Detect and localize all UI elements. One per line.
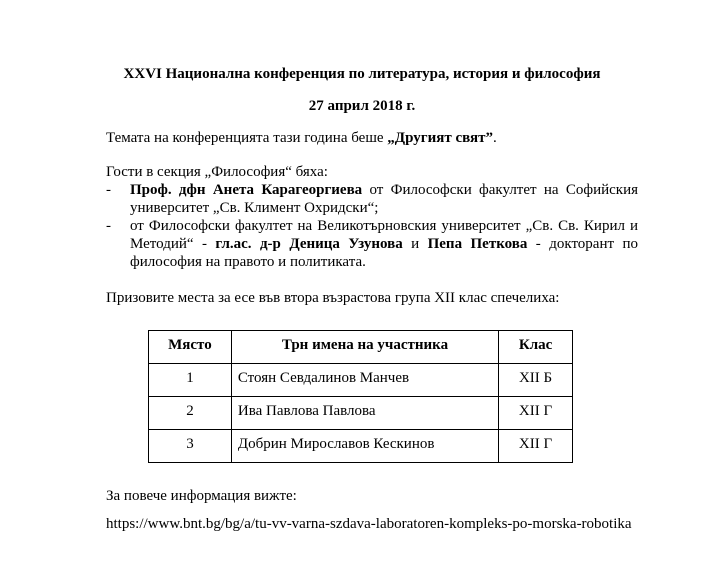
source-link[interactable]: https://www.bnt.bg/bg/a/tu-vv-varna-szdava-laboratoren-kompleks-po-morska-robotika [106,516,632,532]
prizes-intro: Призовите места за есе във втора възрастова група XII клас спечелиха: [106,290,560,306]
cell-place: 3 [149,430,232,463]
theme-name: „Другият свят” [387,130,493,146]
cell-name: Ива Павлова Павлова [231,397,498,430]
guest-affiliation: от Философски факултет на Великотърновския университет „Св. Св. Кирил и Методий“ - [130,218,638,252]
list-dash: - [106,218,111,234]
list-item [106,181,638,217]
cell-name: Стоян Севдалинов Манчев [231,364,498,397]
list-dash: - [106,182,111,198]
guest-role: - докторант по философия на правото и политиката. [130,236,639,270]
guest-list [106,181,638,271]
cell-name: Добрин Мирославов Кескинов [231,430,498,463]
results-table [148,330,573,463]
table-row [149,364,573,397]
table-header-row [149,331,573,364]
guest-name: гл.ас. д-р Деница Узунова [215,236,403,252]
guest-name: Пепа Петкова [427,236,528,252]
list-item [106,217,638,271]
header-place: Място [149,331,232,364]
theme-suffix: . [493,130,497,146]
more-info-text: За повече информация вижте: [106,488,297,504]
cell-class: XII Г [499,430,573,463]
cell-place: 2 [149,397,232,430]
header-class: Клас [499,331,573,364]
guest-affiliation: от Философски факултет на Софийския университет „Св. Климент Охридски“; [130,182,639,216]
header-name: Трн имена на участника [231,331,498,364]
cell-place: 1 [149,364,232,397]
guest-name: Проф. дфн Анета Карагеоргиева [130,182,363,198]
document-date: 27 април 2018 г. [308,98,416,114]
table-row [149,397,573,430]
document-title: XXVI Национална конференция по литература, история и философия [123,66,601,82]
theme-prefix: Темата на конференцията тази година беше [106,130,388,146]
cell-class: XII Б [499,364,573,397]
conjunction: и [402,236,428,252]
guests-intro: Гости в секция „Философия“ бяха: [106,164,328,180]
theme-paragraph [106,129,622,147]
table-row [149,430,573,463]
cell-class: XII Г [499,397,573,430]
